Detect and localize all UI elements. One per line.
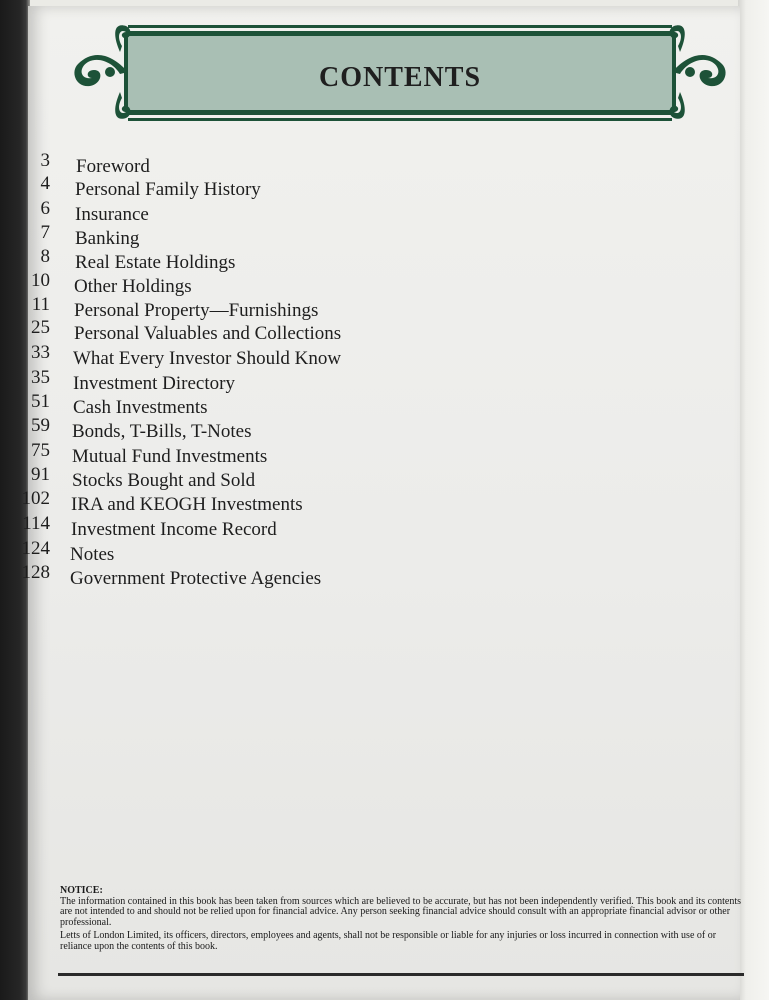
toc-entry-page: 7 [40,222,50,243]
toc-entry-title: Personal Property—Furnishings [74,300,319,321]
next-page-edge [738,0,769,1000]
toc-entry-title: Investment Income Record [71,519,277,540]
toc-entry-page: 6 [40,198,50,219]
toc-entry-title: Notes [70,544,115,565]
toc-entry-title: Insurance [75,204,149,225]
notice-heading: NOTICE: [60,885,103,896]
toc-entry-title: Mutual Fund Investments [72,446,268,467]
toc-entry-page: 11 [31,294,50,315]
right-flourish-ornament [670,25,726,119]
toc-entry-page: 128 [21,562,50,583]
toc-entry-page: 59 [31,415,50,436]
toc-entry-page: 8 [40,246,50,267]
toc-entry-page: 35 [31,367,50,388]
toc-entry-title: Bonds, T-Bills, T-Notes [72,421,252,442]
toc-entry-page: 51 [31,391,50,412]
legal-notice [60,886,744,955]
toc-entry-page: 102 [21,488,50,509]
toc-entry-title: Cash Investments [73,397,208,418]
toc-entry-title: Stocks Bought and Sold [72,470,256,491]
toc-entry-title: Banking [75,228,140,249]
page-title: CONTENTS [318,62,482,93]
toc-entry-page: 114 [22,513,50,534]
toc-entry-page: 3 [40,150,50,171]
toc-entry-title: What Every Investor Should Know [73,348,342,369]
toc-entry-page: 124 [21,538,50,559]
toc-entry-title: Investment Directory [73,373,235,394]
toc-entry-title: Personal Valuables and Collections [74,323,342,344]
toc-entry-title: Personal Family History [75,179,261,200]
toc-entry-page: 4 [40,173,50,194]
contents-banner [70,12,730,132]
toc-entry-title: Real Estate Holdings [75,252,236,273]
toc-entry-page: 25 [31,317,50,338]
toc-entry-page: 91 [31,464,50,485]
toc-entry-page: 75 [31,440,50,461]
toc-entry-title: IRA and KEOGH Investments [71,494,303,515]
notice-paragraph: The information contained in this book has been taken from sources which are believed to be accurate, but has not been independently verified. This book and its contents are not intended to and should not be relied upon for financial advice. Any person seeking financial advice should consult with an appropriate financial advisor or other professional. [60,895,742,928]
left-flourish-ornament [74,25,130,119]
bottom-divider [58,973,744,976]
toc-entry-title: Other Holdings [74,276,192,297]
toc-entry-title: Government Protective Agencies [70,568,322,589]
toc-entry-page: 10 [31,270,50,291]
toc-entry-title: Foreword [76,156,150,177]
toc-entry-page: 33 [31,342,50,363]
notice-paragraph: Letts of London Limited, its officers, directors, employees and agents, shall not be responsible or liable for any injuries or loss incurred in connection with use of or reliance upon the contents of this book. [60,930,717,952]
